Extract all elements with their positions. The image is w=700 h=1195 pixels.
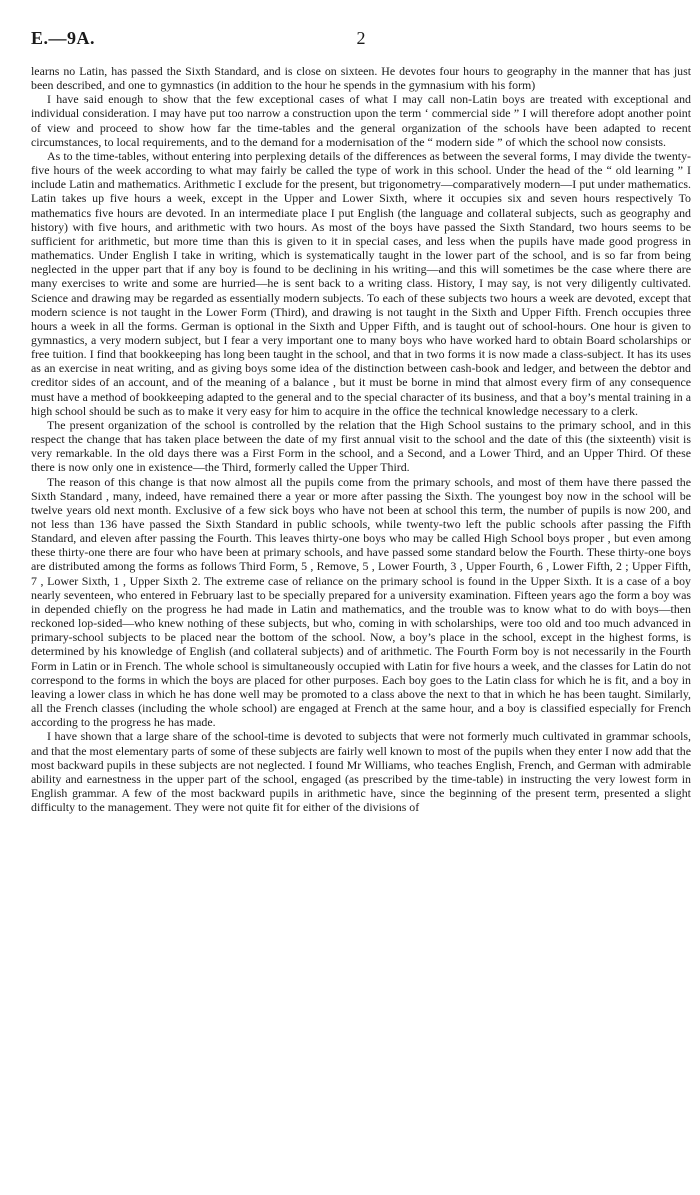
paragraph-continuation: learns no Latin, has passed the Sixth Standard, and is close on sixteen. He devotes four hours to geography in the manner that has just been described, and one to gymnastics (in addition to the hour he spends in the gymnasium with his form) xyxy=(31,64,691,93)
document-reference: E.—9A. xyxy=(31,28,96,48)
paragraph-reason-of-change: The reason of this change is that now almost all the pupils come from the primary schools, and most of them have there passed the Sixth Standard , many, indeed, have remained there a year or more after passing the Sixth. The youngest boy now in the school will be twelve years old next month. Exclusive of a few sick boys who have not been at school this term, the number of pupils is now 200, and not less than 136 have passed the Sixth Standard in public schools, while twenty-two left the public schools after passing the Fifth Standard, and eleven after passing the Fourth. This leaves thirty-one boys who may be called High School boys proper , but even among these thirty-one there are four who have been at primary schools, and have passed some standard below the Fourth. These thirty-one boys are distributed among the forms as follows Third Form, 5 , Remove, 5 , Lower Fourth, 3 , Upper Fourth, 6 , Lower Fifth, 2 ; Upper Fifth, 7 , Lower Sixth, 1 , Upper Sixth 2. The extreme case of reliance on the primary school is found in the Upper Sixth. It is a case of a boy nearly seventeen, who entered in February last to be specially prepared for a university examination. Fifteen years ago the form a boy was in depended chiefly on the progress he had made in Latin and mathematics, and the trouble was to know what to do with boys—then reckoned lop-sided—who knew nothing of these subjects, but who, coming in with scholarships, were too old and too much advanced in primary-school subjects to be placed near the bottom of the school. Now, a boy’s place in the school, except in the highest forms, is determined by his knowledge of English (and collateral subjects) and of arithmetic. The Fourth Form boy is not necessarily in the Fourth Form in Latin or in French. The whole school is simultaneously occupied with Latin for five hours a week, and the classes for Latin do not correspond to the forms in which the boys are placed for other purposes. Each boy goes to the Latin class for which he is fit, and a boy in leaving a lower class in which he has done well may be promoted to a class above the next to that in which he has been taught. Similarly, all the French classes (including the whole school) are engaged at French at the same hour, and a boy is classified especially for French according to the progress he has made. xyxy=(31,474,691,730)
paragraph-exceptional-cases: I have said enough to show that the few exceptional cases of what I may call non-Latin boys are treated with exceptional and individual consideration. I may have put too narrow a construction upon the term ‘ commercial side ” I will therefore adopt another point of view and proceed to show how far the time-tables and the general organization of the schools have been adapted to recent circumstances, to local requirements, and to the demand for a modernisation of the “ modern side ” of which the school now consists. xyxy=(31,92,691,149)
paragraph-organization: The present organization of the school is controlled by the relation that the High School sustains to the primary school, and in this respect the change that has taken place between the date of my first annual visit to the school and the date of this (the sixteenth) visit is very remarkable. In the old days there was a First Form in the school, and a Second, and a Lower Third, and an Upper Third. Of these there is now only one in existence—the Third, formerly called the Upper Third. xyxy=(31,417,691,475)
body-text xyxy=(31,64,691,814)
page-number: 2 xyxy=(356,28,366,48)
paragraph-time-tables: As to the time-tables, without entering into perplexing details of the differences as between the several forms, I may divide the twenty-five hours of the week according to what may fairly be called the type of work in this school. Under the head of the “ old learning ” I include Latin and mathematics. Arithmetic I exclude for the present, but trigonometry—comparatively modern—I put under mathematics. Latin takes up five hours a week, except in the Upper and Lower Sixth, where it occupies six and seven hours respectively To mathematics five hours are devoted. In an intermediate place I put English (the language and collateral subjects, such as geography and history) with five hours, and arithmetic with two hours. As most of the boys have passed the Sixth Standard, two hours seems to be sufficient for arithmetic, but more time than this is given to it in special cases, and less when the pupils have made good progress in mathematics. Under English I take in writing, which is systematically taught in the lower part of the school, and is so far from being neglected in the upper part that if any boy is found to be declining in his writing—and this will sometimes be the case where there are many exercises to write and some are hurried—he is sent back to a writing class. History, I may say, is not very diligently cultivated. Science and drawing may be regarded as essentially modern subjects. To each of these subjects two hours a week are devoted, except that modern science is not taught in the Lower Form (Third), and drawing is not taught in the Sixth and Upper Fifth. French occupies three hours a week in all the forms. German is optional in the Sixth and Upper Fifth, and is taught out of school-hours. One hour is given to gymnastics, a very modern subject, but I fear a very important one to many boys who have worked hard to obtain Board scholarships or free tuition. I find that bookkeeping has long been taught in the school, and that in two forms it is now made a class-subject. It has its uses as an exercise in neat writing, and as giving boys some idea of the distinction between cash-book and ledger, and between the debtor and creditor sides of an account, and of the meaning of a balance , but it must be borne in mind that almost every firm of any consequence must have a method of bookkeeping adapted to the general and to the special character of its business, and that a boy’s mental training in a high school should be such as to make it very easy for him to acquire in the office the technical knowledge necessary to a clerk. xyxy=(31,148,691,418)
document-page xyxy=(31,28,691,814)
page-header xyxy=(31,28,691,54)
paragraph-school-time: I have shown that a large share of the school-time is devoted to subjects that were not formerly much cultivated in grammar schools, and that the most elementary parts of some of these subjects are fairly well known to most of the pupils when they enter I now add that the most backward pupils in these subjects are not neglected. I found Mr Williams, who teaches English, French, and German with admirable ability and earnestness in the upper part of the school, engaged (as prescribed by the time-table) in instructing the very lowest form in English grammar. A few of the most backward pupils in arithmetic have, since the beginning of the present term, presented a slight difficulty to the management. They were not quite fit for either of the divisions of xyxy=(31,729,691,815)
